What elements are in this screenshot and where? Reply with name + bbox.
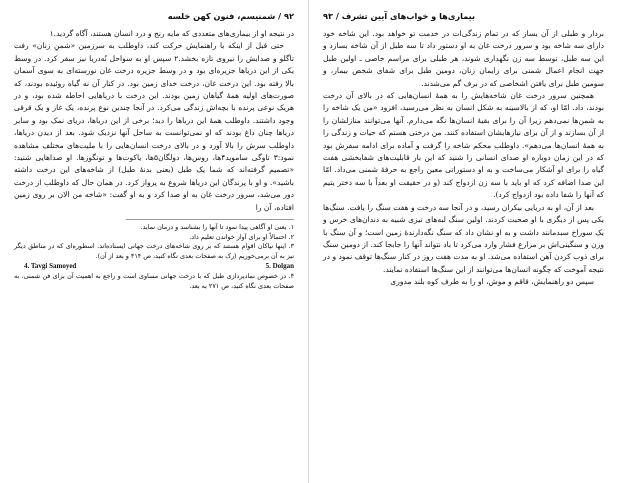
latin-term-tavgi: 4. Tavgi Samoyed: [24, 262, 77, 271]
page-93: [309, 0, 618, 483]
footnote: ۳. اینها نیاکان اقوام هستند که بر روی شاخه‌های درخت جهانی ایستاده‌اند. اسطوره‌ای که در مناطق دیگر نیز به آن برمی‌خوریم (رک به صفحات بعدی نگاه کنید، ص ۴۱۴ و بعد از آن).: [14, 242, 294, 260]
page-header-left: ۹۲ / شمنیسم، فنون کهن خلسه: [167, 11, 294, 21]
footnote: ۱. یعنی او آگاهی پیدا نمود تا آنها را بشناسد و درمان نماید.: [140, 223, 294, 232]
paragraph: بعد از آن، او به دریایی بیکران رسید، و در آنجا سه درخت و هفت سنگ را یافت. سنگ‌ها یکی پس از دیگری با او صحبت کردند. اولین سنگ لبه‌های تیزی شبیه به دندان‌های خرس و یک سوراخ سبدمانند داشت و به او نشان داد که سنگ نگه‌دارندهٔ زمین است؛ و آن سنگ با وزن و سنگینی‌اش بر مزارع فشار وارد می‌کرد تا باد نتواند آنها را جابجا کند. از دومین سنگ برای ذوب کردن آهن استفاده می‌شد. او به مدت هفت روز در کنار سنگ‌ها توقف نمود و در نتیجه آموخت که چگونه انسان‌ها می‌توانند از این سنگ‌ها استفاده نمایند.: [323, 202, 604, 274]
latin-footnote-terms: [24, 261, 294, 272]
paragraph: همچنین سرور درخت غان شاخه‌هایش را به همهٔ انسان‌هایی که در بالای آن درخت بودند، داد. امّا او، که از بالاسینه به شکل انسان به نظر می‌رسید، افزود «من یک شاخه را به شمن‌ها نمی‌دهم زیرا آن را برای بقیهٔ انسان‌ها نگه می‌دارم. آنها می‌توانند منازلشان را از آن بسازند و از آن برای نیازهایشان استفاده کنند. من درختی هستم که حیات و زندگی را به همهٔ انسان‌ها می‌دهم». داوطلب محکم شاخه را گرفت و آماده برای ادامه سفرش بود که در این زمان دوباره او صدای انسانی را شنید که این بار قابلیت‌های شفابخشی هفت گیاه را برای او آشکار می‌ساخت و به او دستوراتی معین راجع به حرفهٔ شمنی می‌داد. امّا این صدا اضافه کرد که او باید با سه زن ازدواج کند (و در حقیقت او بعداً با سه دختر یتیم که آنها را شفا داده بود ازدواج کرد).: [323, 91, 604, 200]
footnote: ۲. احتمالاً او برای آواز خواندن تعلیم داد.: [189, 232, 294, 241]
footnote: ۴. در خصوص نمادپردازی طبل که با درخت جهانی مساوی است و راجع به اهمیت آن برای فن شمنی، به صفحات بعدی نگاه کنید، ص ۲۷۱ به بعد.: [14, 272, 294, 291]
page-header-right: بیماری‌ها و خواب‌های آیین تشرف / ۹۳: [323, 11, 476, 21]
latin-term-dolgan: 5. Dolgan: [265, 262, 294, 271]
paragraph: حتی قبل از اینکه با راهنمایش حرکت کند، داوطلب به سرزمین «شمنِ زنان» رفت تاگلو و صدایش را نیروی تازه بخشد.۲ سپس او به سواحل نُه‌دریا نیز سفر کرد. در وسط یکی از این دریاها جزیره‌ای بود و در وسط جزیره درخت غان نورسته‌ای به سوی آسمان بالا رفته بود. این درخت غان، درخت خدای زمین بود. در کنار آن نه گیاه روئیده بودند، که صورت‌های اولیه همهٔ گیاهان زمین بودند. این درخت با دریاهایی احاطه شده بود، و در هریک نوعی پرنده با بچه‌اش زندگی می‌کرد. در آنجا چندین نوع پرنده، یک غاز و یک قرقی وجود داشتند. داوطلب همهٔ این دریاها را دید؛ برخی از این دریاها، دریای نمک بود و سایر دریاها چنان داغ بودند که او نمی‌توانست به ساحل آنها نزدیک شود. بعد از دیدن دریاها، داوطلب سرش را بالا آورد و در بالای درخت انسان‌هایی را با ملیت‌های مختلف مشاهده نمود:۳ تاوگی ساموید۴ها، روس‌ها، دولگان۵ها، یاکوت‌ها و تونگوزها. او صداهایی شنید: «تصمیم گرفته‌اند که شما یک طبل (یعنی بدنهٔ طبل) از شاخه‌های این درخت داشته باشید». و او با پرندگان این دریاها شروع به پرواز کرد. در همان حال که داوطلب از درخت دور می‌شد، سرور درخت غان به او صدا کرد و به او گفت: «شاخه من الان بر روی زمین افتاده، آن را: [14, 41, 295, 212]
paragraph: در نتیجه او از بیماری‌های متعددی که مایه رنج و درد انسان هستند، آگاه گردید.۱: [49, 29, 294, 38]
paragraph: بردار و طبلی از آن بساز که در تمام زندگی‌ات در خدمت تو خواهد بود. این شاخه خود دارای سه شاخه بود و سرور درخت غان به او دستور داد تا سه طبل از آن شاخه بسازد و این سه طبل، توسط سه زن نگهداری شوند، هر طبلی برای مراسم خاصی ـ اولین طبل جهت انجام اعمال شمنی برای زایمان زنان، دومین طبل برای شفای شخص بیمار، و سومین طبل برای یافتن اشخاصی که در برف گم می‌شدند.: [323, 29, 604, 88]
paragraph: سپس دو راهنمایش، قاقم و موش، او را به طرف کوه بلند مدوری: [390, 277, 594, 287]
